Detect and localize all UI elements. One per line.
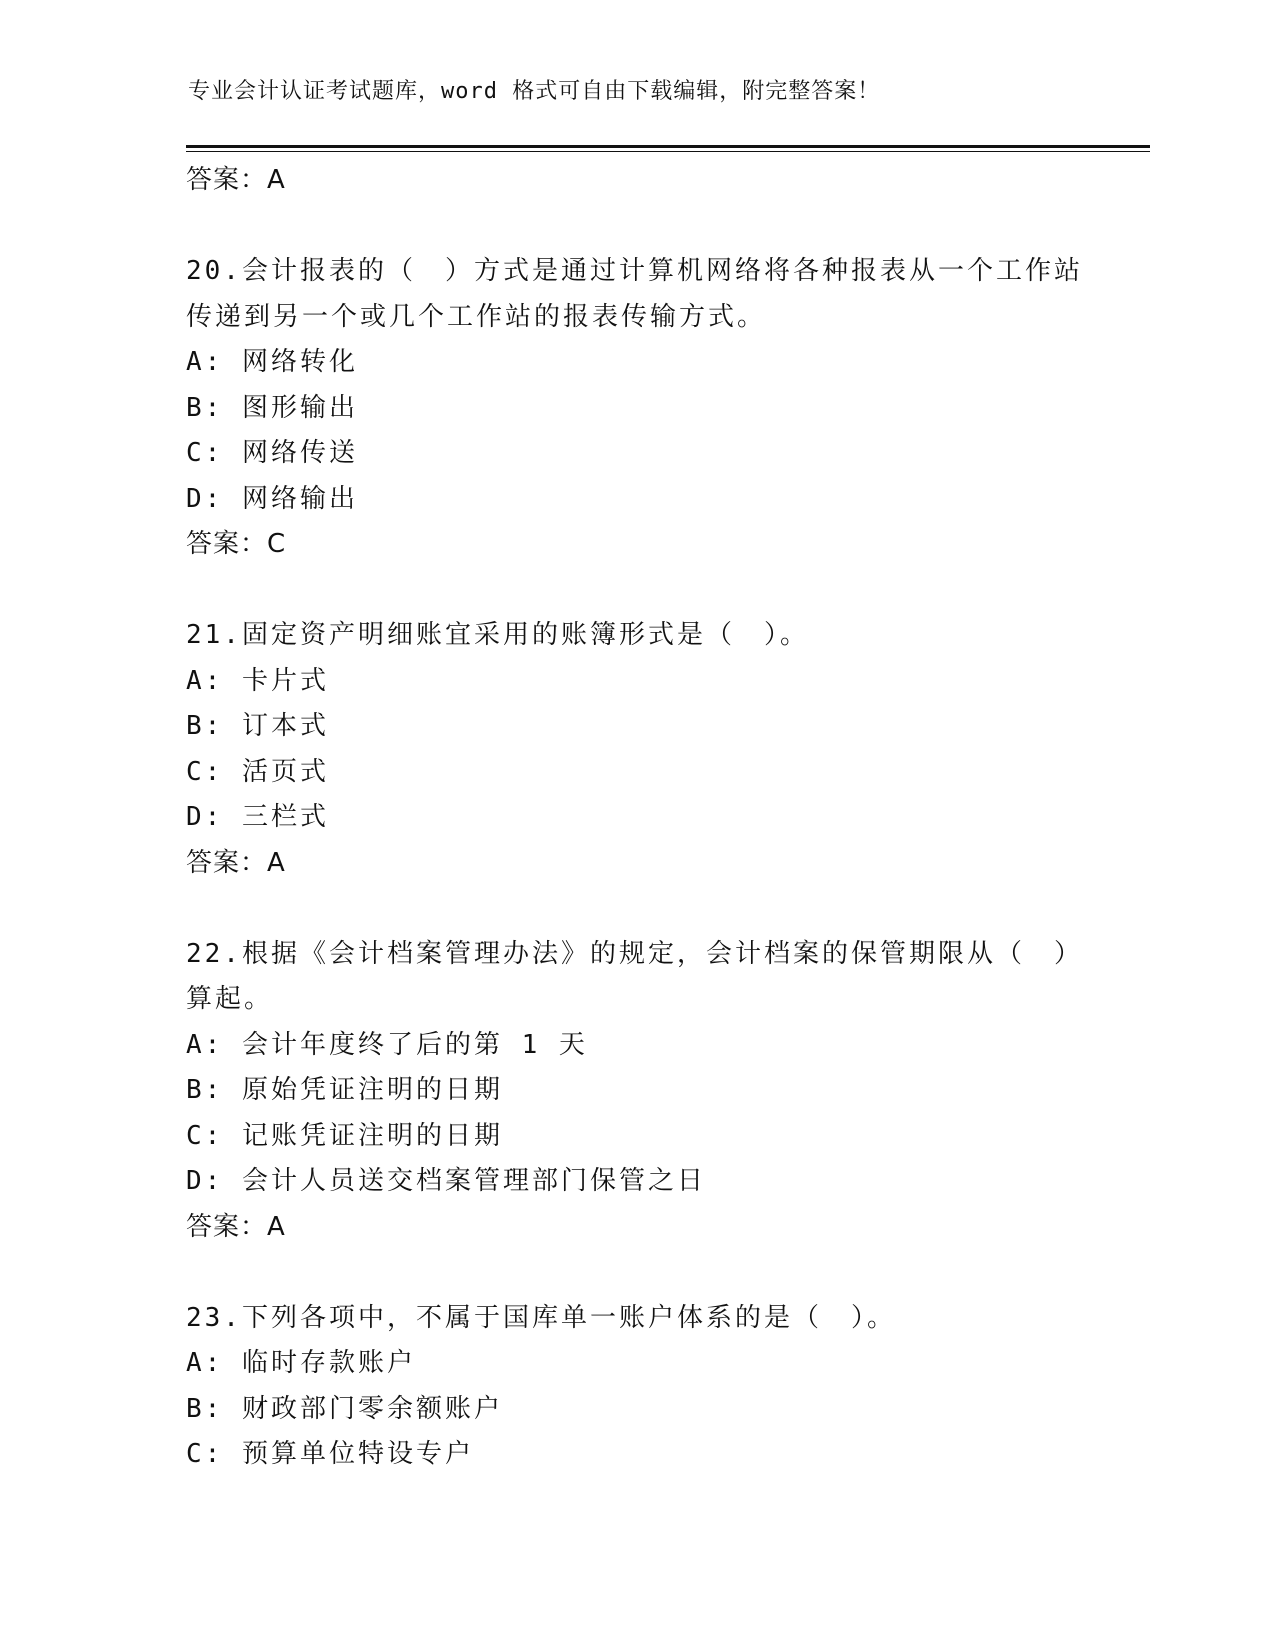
spacer <box>186 568 1086 614</box>
answer-line: 答案：A <box>186 165 286 195</box>
option-c: C: 网络传送 <box>186 438 358 468</box>
question-block <box>186 613 1086 886</box>
option-a: A: 卡片式 <box>186 665 329 696</box>
option-b: B: 原始凭证注明的日期 <box>186 1075 503 1105</box>
option-b: B: 图形输出 <box>186 392 358 423</box>
question-stem: 20.会计报表的（ ）方式是通过计算机网络将各种报表从一个工作站 <box>186 256 1083 286</box>
question-stem: 23.下列各项中，不属于国库单一账户体系的是（ ）。 <box>186 1302 896 1333</box>
question-block <box>186 1296 1086 1478</box>
spacer <box>186 886 1086 932</box>
question-block <box>186 932 1086 1251</box>
option-b: B: 订本式 <box>186 711 329 741</box>
option-a: A: 网络转化 <box>186 347 358 377</box>
option-c: C: 记账凭证注明的日期 <box>186 1120 503 1151</box>
option-d: D: 会计人员送交档案管理部门保管之日 <box>186 1166 706 1196</box>
question-block <box>186 249 1086 568</box>
answer-line: 答案：C <box>186 529 287 559</box>
option-c: C: 预算单位特设专户 <box>186 1439 474 1469</box>
spacer <box>186 1250 1086 1296</box>
question-list <box>186 158 1086 1478</box>
page-header: 专业会计认证考试题库，word 格式可自由下载编辑，附完整答案！ <box>188 79 881 104</box>
option-a: A: 会计年度终了后的第 1 天 <box>186 1029 588 1060</box>
option-c: C: 活页式 <box>186 756 329 787</box>
spacer <box>186 204 1086 250</box>
question-stem: 传递到另一个或几个工作站的报表传输方式。 <box>186 301 767 332</box>
header-rule-thick <box>186 145 1150 148</box>
option-b: B: 财政部门零余额账户 <box>186 1393 503 1424</box>
question-stem: 22.根据《会计档案管理办法》的规定，会计档案的保管期限从（ ） <box>186 938 1083 969</box>
option-d: D: 网络输出 <box>186 483 358 514</box>
answer-line: 答案：A <box>186 1211 286 1242</box>
option-a: A: 临时存款账户 <box>186 1348 416 1378</box>
option-d: D: 三栏式 <box>186 802 329 832</box>
question-stem: 算起。 <box>186 984 274 1014</box>
answer-line: 答案：A <box>186 847 286 878</box>
question-stem: 21.固定资产明细账宜采用的账簿形式是（ ）。 <box>186 620 809 650</box>
header-rule-thin <box>186 151 1150 152</box>
